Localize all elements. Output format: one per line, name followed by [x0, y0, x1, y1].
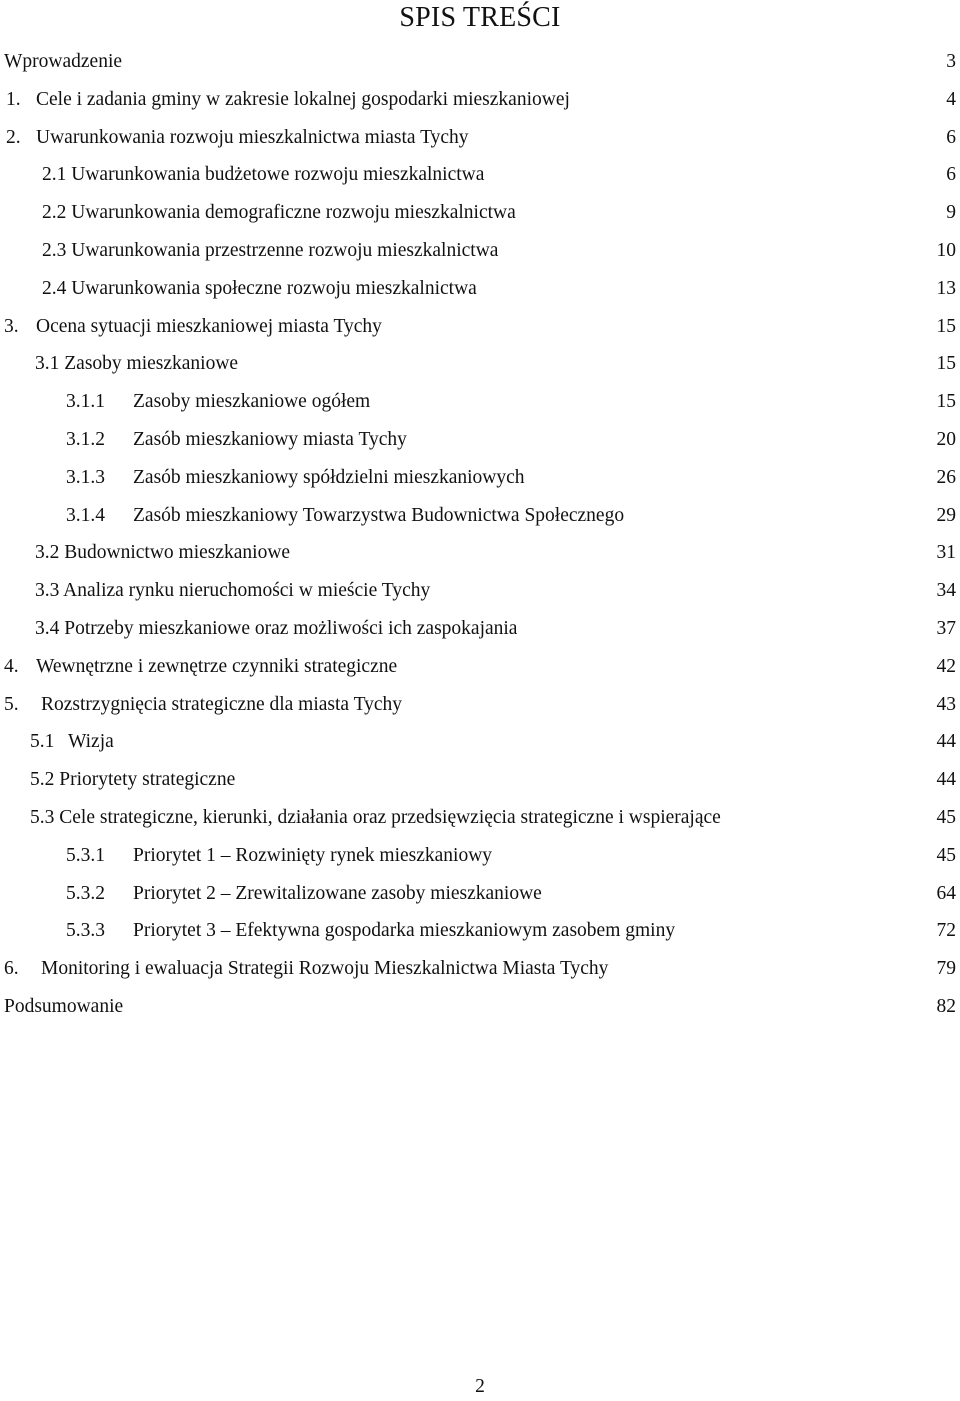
toc-entry[interactable]: [0, 81, 960, 119]
toc-entry-label: Wizja: [68, 731, 114, 753]
toc-entry-label: Zasób mieszkaniowy miasta Tychy: [133, 428, 407, 450]
toc-entry-number: 2.: [6, 126, 21, 148]
toc-entry-page: 44: [936, 769, 956, 791]
toc-entry-label: Wprowadzenie: [4, 51, 123, 72]
toc-entry-label: Priorytet 2 – Zrewitalizowane zasoby mieszkaniowe: [133, 882, 542, 904]
toc-entry-label: Zasób mieszkaniowy spółdzielni mieszkaniowych: [133, 466, 525, 488]
toc-entry-number: 3.1.3: [66, 466, 105, 488]
toc-entry[interactable]: [0, 345, 960, 383]
toc-entry-label: Podsumowanie: [4, 995, 124, 1017]
page-number: 2: [475, 1376, 485, 1397]
toc-entry-page: 72: [936, 920, 956, 942]
toc-entry[interactable]: [0, 572, 960, 610]
toc-entry-label: Zasób mieszkaniowy Towarzystwa Budownictwa Społecznego: [133, 504, 625, 526]
toc-entry[interactable]: [0, 648, 960, 686]
toc-entry-label: 2.3 Uwarunkowania przestrzenne rozwoju mieszkalnictwa: [42, 239, 499, 261]
toc-entry-page: 29: [936, 504, 956, 526]
toc-entry-page: 10: [936, 239, 956, 261]
toc-entry-page: 20: [936, 428, 956, 450]
toc-entry-page: 26: [936, 466, 956, 488]
toc-entry[interactable]: [0, 232, 960, 270]
toc-entry-page: 6: [946, 164, 956, 186]
toc-entry-page: 45: [936, 844, 956, 866]
toc-entry[interactable]: [0, 837, 960, 875]
toc-entry-label: Rozstrzygnięcia strategiczne dla miasta Tychy: [41, 693, 403, 715]
toc-entry[interactable]: [0, 534, 960, 572]
toc-entry-page: 15: [936, 391, 956, 413]
toc-entry[interactable]: [0, 119, 960, 157]
toc-entry[interactable]: [0, 497, 960, 535]
toc-entry-label: 3.4 Potrzeby mieszkaniowe oraz możliwości ich zaspokajania: [35, 617, 518, 639]
toc-entry-label: Cele i zadania gminy w zakresie lokalnej gospodarki mieszkaniowej: [36, 88, 570, 110]
toc-entry[interactable]: [0, 421, 960, 459]
toc-entry-label: 2.4 Uwarunkowania społeczne rozwoju mieszkalnictwa: [42, 277, 477, 299]
toc-entry-label: Monitoring i ewaluacja Strategii Rozwoju Mieszkalnictwa Miasta Tychy: [41, 958, 609, 980]
page-title: SPIS TREŚCI: [399, 2, 561, 33]
toc-entry[interactable]: [0, 459, 960, 497]
toc-entry-number: 3.1.2: [66, 428, 105, 450]
toc-entry-page: 42: [936, 655, 956, 677]
toc-entry-page: 44: [936, 731, 956, 753]
toc-entry[interactable]: [0, 270, 960, 308]
toc-entry-label: 5.3 Cele strategiczne, kierunki, działania oraz przedsięwzięcia strategiczne i wspierające: [30, 806, 721, 828]
toc-entry-label: Wewnętrzne i zewnętrze czynniki strategiczne: [36, 655, 398, 677]
toc-entry-label: Priorytet 3 – Efektywna gospodarka mieszkaniowym zasobem gminy: [133, 920, 676, 942]
toc-entry[interactable]: [0, 383, 960, 421]
toc-entry[interactable]: [0, 723, 960, 761]
toc-entry-number: 3.: [4, 315, 19, 337]
toc-entry-page: 9: [946, 202, 956, 224]
toc-entry[interactable]: [0, 156, 960, 194]
toc-entry-number: 4.: [4, 655, 19, 677]
toc-entry-number: 3.1.4: [66, 504, 105, 526]
toc-entry[interactable]: [0, 950, 960, 988]
toc-entry-number: 1.: [6, 88, 21, 110]
toc-entry-page: 15: [936, 353, 956, 375]
toc-entry-number: 5.1: [30, 731, 55, 753]
toc-entry[interactable]: [0, 610, 960, 648]
toc-entry-label: 3.3 Analiza rynku nieruchomości w mieście Tychy: [35, 580, 431, 602]
toc-entry-label: 3.2 Budownictwo mieszkaniowe: [35, 542, 291, 564]
toc-entry[interactable]: [0, 988, 960, 1026]
toc-entry-page: 4: [946, 88, 956, 110]
toc-entry[interactable]: [0, 912, 960, 950]
toc-entry[interactable]: [0, 875, 960, 913]
toc-entry-page: 43: [936, 693, 956, 715]
toc-entry[interactable]: [0, 308, 960, 346]
toc-entry-page: 37: [936, 617, 956, 639]
toc-entry-label: Uwarunkowania rozwoju mieszkalnictwa miasta Tychy: [36, 126, 469, 148]
toc-entry-page: 79: [936, 958, 956, 980]
toc-entry-label: Zasoby mieszkaniowe ogółem: [133, 391, 371, 413]
toc-entry[interactable]: [0, 686, 960, 724]
toc-entry-label: 2.2 Uwarunkowania demograficzne rozwoju mieszkalnictwa: [42, 202, 516, 224]
toc-entry-page: 34: [936, 580, 956, 602]
toc-entry-page: 31: [936, 542, 956, 564]
toc-entry-page: 64: [936, 882, 956, 904]
toc-entry-number: 6.: [4, 958, 19, 980]
toc-entry-label: Priorytet 1 – Rozwinięty rynek mieszkaniowy: [133, 844, 493, 866]
toc-entry-label: 5.2 Priorytety strategiczne: [30, 769, 236, 791]
toc-entry-page: 3: [946, 51, 956, 72]
toc-entry-number: 3.1.1: [66, 391, 105, 413]
toc-entry-number: 5.3.1: [66, 844, 105, 866]
toc-entry-number: 5.3.2: [66, 882, 105, 904]
toc-entry[interactable]: [0, 761, 960, 799]
toc-entry-page: 15: [936, 315, 956, 337]
toc-entry-number: 5.3.3: [66, 920, 105, 942]
toc-entry-page: 82: [936, 995, 956, 1017]
toc-entry-page: 6: [946, 126, 956, 148]
toc-entry-label: 2.1 Uwarunkowania budżetowe rozwoju mieszkalnictwa: [42, 164, 485, 186]
toc-entry-label: 3.1 Zasoby mieszkaniowe: [35, 353, 239, 375]
toc-entry-page: 45: [936, 806, 956, 828]
toc-entry-label: Ocena sytuacji mieszkaniowej miasta Tychy: [36, 315, 382, 337]
toc-entry-number: 5.: [4, 693, 19, 715]
toc-entry-page: 13: [936, 277, 956, 299]
toc-entry[interactable]: [0, 194, 960, 232]
table-of-contents: [0, 43, 960, 1026]
toc-entry[interactable]: [0, 799, 960, 837]
toc-entry[interactable]: [0, 43, 960, 81]
